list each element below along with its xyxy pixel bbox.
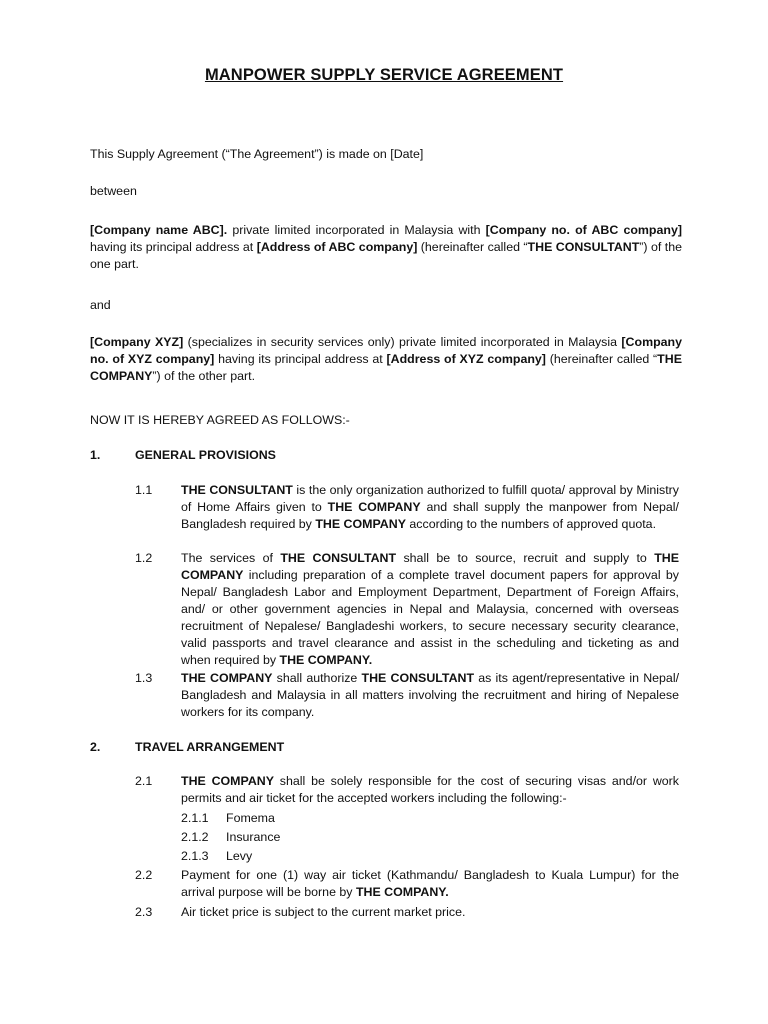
item-2-2-text [181,867,679,901]
item-1-2-number: 1.2 [135,551,153,565]
party2-text-4: ”) of the other part. [152,369,256,383]
party1-text-3: (hereinafter called “ [417,240,528,254]
item-1-1-bold-c: THE COMPANY [327,500,421,514]
intro-and: and [90,298,111,312]
item-2-2-bold-b: THE COMPANY. [355,885,449,899]
item-1-3-bold-a: THE COMPANY [181,671,273,685]
item-1-3-number: 1.3 [135,671,153,685]
section-2-number: 2. [90,740,101,754]
item-1-1-text [181,482,679,533]
party2-text-3: (hereinafter called “ [545,352,658,366]
item-2-1-number: 2.1 [135,774,153,788]
party2-address: [Address of XYZ company] [386,352,546,366]
subitem-2-1-3-text: Levy [226,849,253,863]
item-2-2-text-a: Payment for one (1) way air ticket (Kathmandu/ Bangladesh to Kuala Lumpur) for the arrival purpose will be borne by [181,868,679,899]
subitem-2-1-1-number: 2.1.1 [181,811,209,825]
item-1-3-bold-c: THE CONSULTANT [361,671,475,685]
party1-role: THE CONSULTANT [527,240,640,254]
party1-text-4: ”) of the one part. [90,240,682,271]
item-2-1-text-b: shall be solely responsible for the cost of securing visas and/or work permits and air ticket for the accepted workers including the following:- [181,774,679,805]
section-1-title: GENERAL PROVISIONS [135,448,276,462]
item-2-3-text: Air ticket price is subject to the current market price. [181,905,466,919]
party1-address: [Address of ABC company] [256,240,418,254]
item-1-3-text [181,670,679,721]
item-1-1-text-f: according to the numbers of approved quota. [405,517,657,531]
party2-text-1: (specializes in security services only) private limited incorporated in Malaysia [183,335,622,349]
item-1-2-text-e: including preparation of a complete travel document papers for approval by Nepal/ Bangladesh Labor and Employment Department, Department of Foreign Affairs, and/ or other government agencies in Nepal and Malaysia, concerned with overseas recruitment of Nepalese/ Bangladeshi workers, to secure necessary security clearance, valid passports and travel clearance and assist in the scheduling and ticketing as and when required by [181,568,679,667]
item-1-2-text [181,550,679,669]
intro-agreed: NOW IT IS HEREBY AGREED AS FOLLOWS:- [90,413,350,427]
party2-text-2: having its principal address at [214,352,387,366]
item-1-1-text-b: is the only organization authorized to fulfill quota/ approval by Ministry of Home Affairs given to [181,483,679,514]
item-1-2-bold-d: THE COMPANY [181,551,679,582]
item-2-2-number: 2.2 [135,868,153,882]
party2-role: THE COMPANY [90,352,682,383]
item-1-1-bold-a: THE CONSULTANT [181,483,293,497]
subitem-2-1-1-text: Fomema [226,811,275,825]
item-1-3-text-d: as its agent/representative in Nepal/ Bangladesh and Malaysia in all matters involving the recruitment and hiring of Nepalese workers for its company. [181,671,680,719]
subitem-2-1-2-text: Insurance [226,830,281,844]
subitem-2-1-3-number: 2.1.3 [181,849,209,863]
party2-paragraph [90,334,682,385]
subitem-2-1-2-number: 2.1.2 [181,830,209,844]
item-2-1-text [181,773,679,807]
intro-between: between [90,184,137,198]
item-1-2-bold-b: THE CONSULTANT [280,551,397,565]
item-1-1-bold-e: THE COMPANY [315,517,406,531]
party2-company-no: [Company no. of XYZ company] [90,335,683,366]
item-1-2-bold-f: THE COMPANY. [279,653,373,667]
item-1-2-text-c: shall be to source, recruit and supply to [396,551,655,565]
document-title: MANPOWER SUPPLY SERVICE AGREEMENT [204,66,564,84]
item-1-2-text-a: The services of [181,551,281,565]
party1-paragraph [90,222,682,273]
section-2-title: TRAVEL ARRANGEMENT [135,740,285,754]
section-1-number: 1. [90,448,101,462]
party1-name: [Company name ABC]. [90,223,228,237]
item-1-1-number: 1.1 [135,483,153,497]
item-2-3-number: 2.3 [135,905,153,919]
intro-made-on: This Supply Agreement (“The Agreement”) is made on [Date] [90,147,424,161]
item-1-1-text-d: and shall supply the manpower from Nepal/ Bangladesh required by [181,500,679,531]
party1-text-2: having its principal address at [90,240,257,254]
party2-name: [Company XYZ] [90,335,184,349]
party1-text-1: private limited incorporated in Malaysia with [227,223,486,237]
item-1-3-text-b: shall authorize [272,671,362,685]
item-2-1-bold-a: THE COMPANY [181,774,274,788]
party1-company-no: [Company no. of ABC company] [485,223,682,237]
